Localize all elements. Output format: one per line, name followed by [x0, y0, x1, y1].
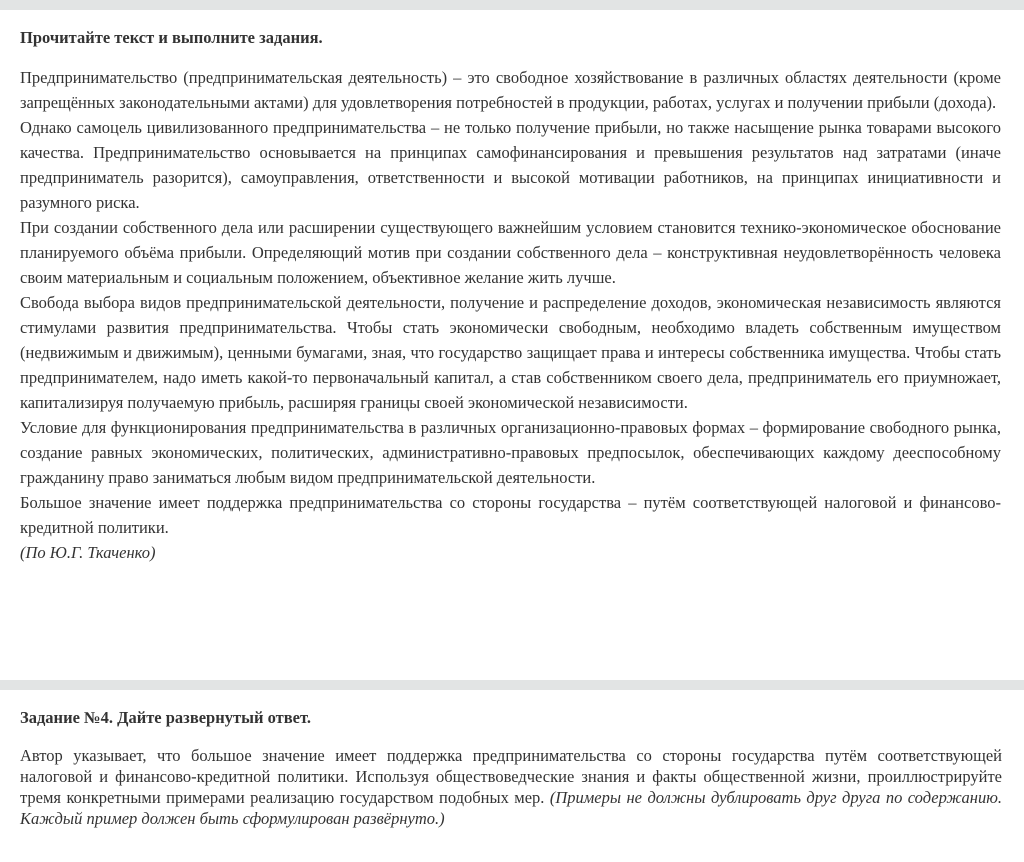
task-heading: Задание №4. Дайте развернутый ответ. — [20, 708, 311, 727]
task-block — [20, 706, 1002, 829]
reading-heading: Прочитайте текст и выполните задания. — [20, 28, 323, 47]
paragraph: Однако самоцель цивилизованного предпринимательства – не только получение прибыли, но также насыщение рынка товарами высокого качества. Предпринимательство основывается на принципах самофинансирования и превышения результатов над затратами (иначе предприниматель разорится), самоуправления, ответственности и высокой мотивации работников, на принципах инициативности и разумного риска. — [20, 118, 1001, 212]
top-divider — [0, 0, 1024, 10]
author-attribution: (По Ю.Г. Ткаченко) — [20, 543, 156, 562]
paragraph: Предпринимательство (предпринимательская деятельность) – это свободное хозяйствование в различных областях деятельности (кроме запрещённых законодательными актами) для удовлетворения потребностей в продукции, работах, услугах и получении прибыли (дохода). — [20, 68, 1001, 112]
section-divider — [0, 680, 1024, 690]
task-hint: (Примеры не должны дублировать друг друга по содержанию. Каждый пример должен быть сформулирован развёрнуто.) — [20, 788, 1003, 828]
paragraph: Условие для функционирования предпринимательства в различных организационно-правовых формах – формирование свободного рынка, создание равных экономических, политических, административно-правовых предпосылок, обеспечивающих каждому дееспособному гражданину право заниматься любым видом предпринимательской деятельности. — [20, 418, 1001, 487]
paragraph: При создании собственного дела или расширении существующего важнейшим условием становится технико-экономическое обоснование планируемого объёма прибыли. Определяющий мотив при создании собственного дела – конструктивная неудовлетворённость человека своим материальным и социальным положением, объективное желание жить лучше. — [20, 218, 1001, 287]
task-text — [20, 745, 1002, 829]
reading-text — [20, 65, 1001, 565]
reading-passage — [20, 26, 1001, 565]
paragraph: Большое значение имеет поддержка предпринимательства со стороны государства – путём соответствующей налоговой и финансово-кредитной политики. — [20, 493, 1001, 537]
paragraph: Свобода выбора видов предпринимательской деятельности, получение и распределение доходов, экономическая независимость являются стимулами развития предпринимательства. Чтобы стать экономически свободным, необходимо владеть собственным имуществом (недвижимым и движимым), ценными бумагами, зная, что государство защищает права и интересы собственника имущества. Чтобы стать предпринимателем, надо иметь какой-то первоначальный капитал, а став собственником своего дела, предприниматель его приумножает, капитализируя получаемую прибыль, расширяя границы своей экономической независимости. — [20, 293, 1001, 412]
task-instruction: Автор указывает, что большое значение имеет поддержка предпринимательства со стороны государства путём соответствующей налоговой и финансово-кредитной политики. Используя обществоведческие знания и факты общественной жизни, проиллюстрируйте тремя конкретными примерами реализацию государством подобных мер. — [20, 746, 1002, 807]
